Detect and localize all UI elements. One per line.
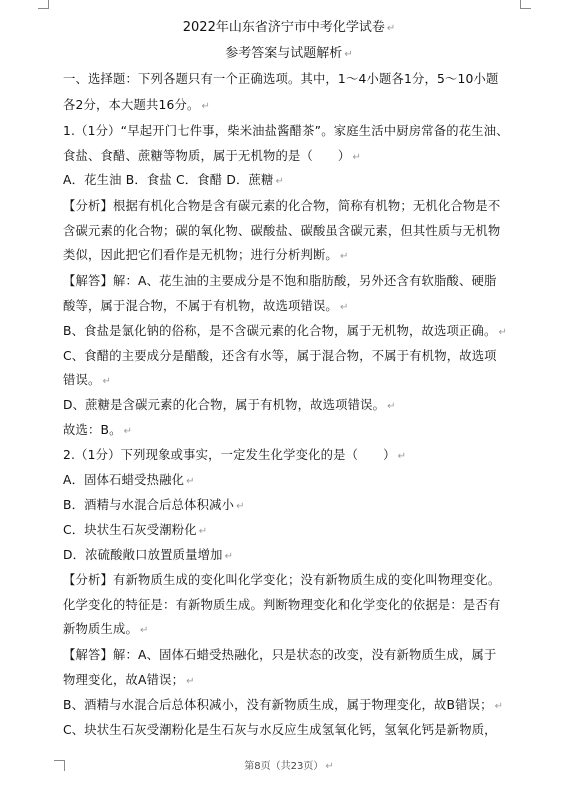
page-footer: 第8页（共23页） ↵ <box>244 761 334 772</box>
text-line: 新物质生成。 ↵ <box>63 622 149 636</box>
text-line: 酸等，属于混合物，不属于有机物，故选项错误。 ↵ <box>63 299 349 313</box>
text-line: 【分析】有新物质生成的变化叫化学变化；没有新物质生成的变化叫物理变化。 <box>63 573 501 587</box>
text-line: 2.（1分）下列现象或事实，一定发生化学变化的是（ ） ↵ <box>63 448 407 462</box>
text-line: 1.（1分）“早起开门七件事，柴米油盐酱醋茶”。家庭生活中厨房常备的花生油、 <box>63 124 509 138</box>
crop-mark-top-right <box>520 0 531 9</box>
crop-mark-top-left <box>38 0 49 9</box>
text-line: 含碳元素的化合物；碳的氧化物、碳酸盐、碳酸虽含碳元素，但其性质与无机物 <box>63 224 501 238</box>
text-line: C、食醋的主要成分是醋酸，还含有水等，属于混合物，不属于有机物，故选项 <box>63 349 497 363</box>
text-line: 物理变化，故A错误； ↵ <box>63 673 195 687</box>
text-line: A．固体石蜡受热融化 ↵ <box>63 473 195 487</box>
text-line: A．花生油 B．食盐 C．食醋 D．蔗糖 ↵ <box>63 173 285 187</box>
text-line: 食盐、食醋、蔗糖等物质，属于无机物的是（ ） ↵ <box>63 149 362 163</box>
text-line: B、酒精与水混合后总体积减小，没有新物质生成，属于物理变化，故B错误； ↵ <box>63 698 504 712</box>
text-line: 【解答】解：A、固体石蜡受热融化，只是状态的改变，没有新物质生成，属于 <box>63 648 497 662</box>
document-title: 2022年山东省济宁市中考化学试卷 ↵ <box>182 20 396 35</box>
text-line: D、蔗糖是含碳元素的化合物，属于有机物，故选项错误。 ↵ <box>63 398 396 412</box>
text-line: 【分析】根据有机化合物是含有碳元素的化合物，简称有机物；无机化合物是不 <box>63 199 501 213</box>
text-line: B．酒精与水混合后总体积减小 ↵ <box>63 498 245 512</box>
text-line: 类似，因此把它们看作是无机物；进行分析判断。 ↵ <box>63 248 349 262</box>
text-line: 一、选择题：下列各题只有一个正确选项。其中，1～4小题各1分，5～10小题 <box>63 72 499 86</box>
text-line: 错误。 ↵ <box>63 373 112 387</box>
text-line: D．浓硫酸敞口放置质量增加 ↵ <box>63 548 234 562</box>
document-subtitle: 参考答案与试题解析 ↵ <box>225 46 353 61</box>
text-line: 化学变化的特征是：有新物质生成。判断物理变化和化学变化的依据是：是否有 <box>63 598 501 612</box>
text-line: C．块状生石灰受潮粉化 ↵ <box>63 523 208 537</box>
text-line: 【解答】解：A、花生油的主要成分是不饱和脂肪酸，另外还含有软脂酸、硬脂 <box>63 274 497 288</box>
text-line: B、食盐是氯化钠的俗称，是不含碳元素的化合物，属于无机物，故选项正确。 ↵ <box>63 324 508 338</box>
text-line: 故选：B。 ↵ <box>63 423 133 437</box>
text-line: 各2分，本大题共16分。 ↵ <box>63 98 211 112</box>
text-line: C、块状生石灰受潮粉化是生石灰与水反应生成氢氧化钙，氢氧化钙是新物质， <box>63 723 497 737</box>
